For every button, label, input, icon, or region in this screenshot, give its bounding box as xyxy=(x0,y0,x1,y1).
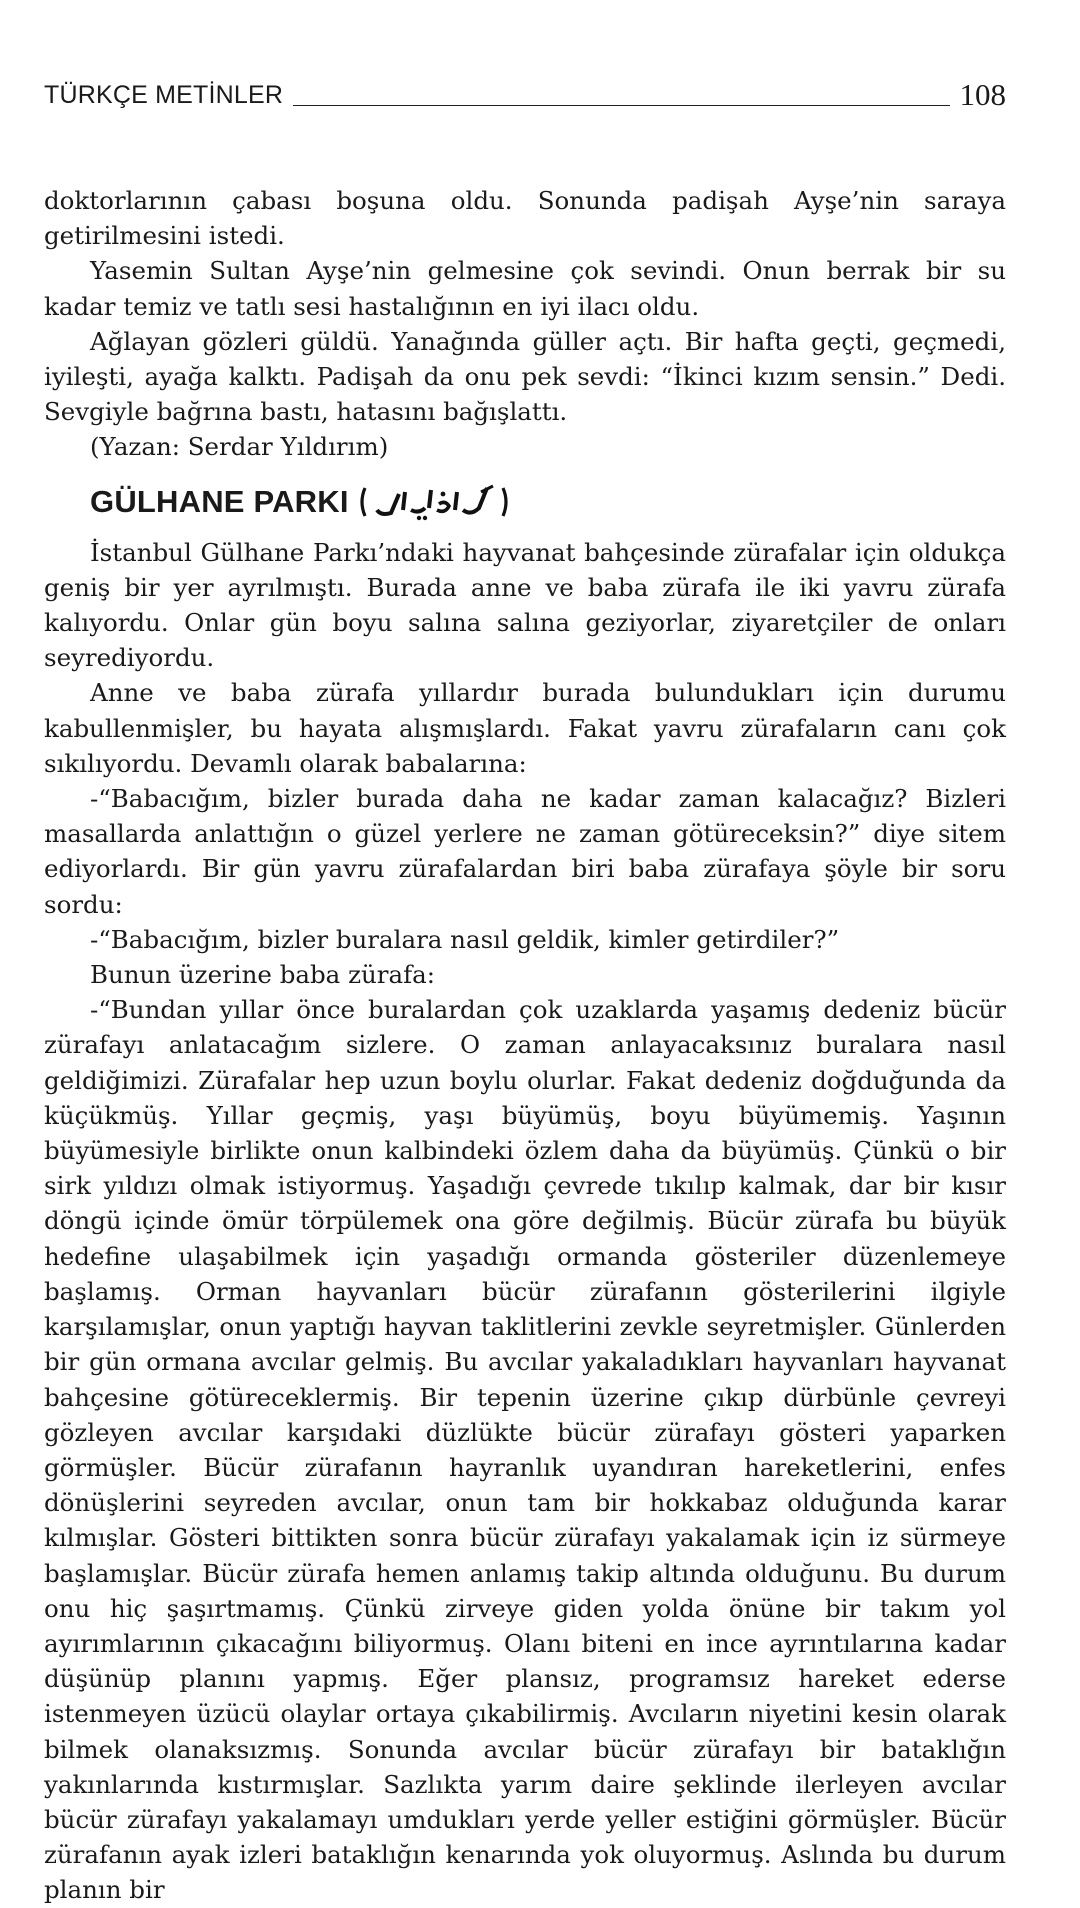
header-rule xyxy=(293,105,949,106)
paragraph: İstanbul Gülhane Parkı’ndaki hayvanat bahçesinde zürafalar için oldukça geniş bir yer ayrılmıştı. Burada anne ve baba zürafa ile iki yavru zürafa kalıyordu. Onlar gün boyu salına salına geziyorlar, ziyaretçiler de onları seyrediyordu. xyxy=(44,537,1006,673)
ottoman-title-calligraphy xyxy=(359,480,509,524)
page-number: 108 xyxy=(959,77,1006,112)
dialogue-paragraph: -“Babacığım, bizler burada daha ne kadar zaman kalacağız? Bizleri masallarda anlattığın o güzel yerlere ne zaman götüreceksin?” diye sitem ediyorlardı. Bir gün yavru zürafalardan biri baba zürafaya şöyle bir soru sordu: xyxy=(44,784,1006,919)
dialogue-paragraph: -“Babacığım, bizler buralara nasıl geldik, kimler getirdiler?” xyxy=(90,924,840,954)
section-heading xyxy=(90,477,1006,527)
paragraph: Bunun üzerine baba zürafa: xyxy=(90,960,436,990)
book-title: TÜRKÇE METİNLER xyxy=(44,81,284,109)
paragraph: Ağlayan gözleri güldü. Yanağında güller açtı. Bir hafta geçti, geçmedi, iyileşti, ayağa kalktı. Padişah da onu pek sevdi: “İkinci kızım sensin.” Dedi. Sevgiyle bağrına bastı, hatasını bağışlattı. xyxy=(44,326,1006,427)
dialogue-paragraph: -“Bundan yıllar önce buralardan çok uzaklarda yaşamış dedeniz bücür zürafayı anlatacağım sizlere. O zaman anlayacaksınız buralara nasıl geldiğimizi. Zürafalar hep uzun boylu olurlar. Fakat dedeniz doğduğunda da küçükmüş. Yıllar geçmiş, yaşı büyümüş, boyu büyümemiş. Yaşının büyümesiyle birlikte onun kalbindeki özlem daha da büyümüş. Çünkü o bir sirk yıldızı olmak istiyormuş. Yaşadığı çevrede tıkılıp kalmak, dar bir kısır döngü içinde ömür törpülemek ona göre değilmiş. Bücür zürafa bu büyük hedefine ulaşabilmek için yaşadığı ormanda gösteriler düzenlemeye başlamış. Orman hayvanları bücür zürafanın gösterilerini ilgiyle karşılamışlar, onun yaptığı hayvan taklitlerini zevkle seyretmişler. Günlerden bir gün ormana avcılar gelmiş. Bu avcılar yakaladıkları hayvanları hayvanat bahçesine götüreceklermiş. Bir tepenin üzerine çıkıp dürbünle çevreyi gözleyen avcılar karşıdaki düzlükte bücür zürafayı gösteri yaparken görmüşler. Bücür zürafanın hayranlık uyandıran hareketlerini, enfes dönüşlerini seyreden avcılar, onun tam bir hokkabaz olduğunda karar kılmışlar. Gösteri bittikten sonra bücür zürafayı yakalamak için iz sürmeye başlamışlar. Bücür zürafa hemen anlamış takip altında olduğunu. Bu durum onu hiç şaşırtmamış. Çünkü zirveye giden yolda önüne bir takım yol ayırımlarının çıkacağını biliyormuş. Olanı biteni en ince ayrıntılarına kadar düşünüp planını yapmış. Eğer plansız, programsız hareket ederse istenmeyen üzücü olaylar ortaya çıkabilirmiş. Avcıların niyetini kesin olarak bilmek olanaksızmış. Sonunda avcılar bücür zürafayı bir bataklığın yakınlarında kıstırmışlar. Sazlıkta yarım daire şeklinde ilerleyen avcılar bücür zürafayı yakalamayı umdukları yerde yeller estiğini görmüşler. Bücür zürafanın ayak izleri bataklığın kenarında yok oluyormuş. Aslında bu durum planın bir xyxy=(44,995,1006,1905)
paragraph: Yasemin Sultan Ayşe’nin gelmesine çok sevindi. Onun berrak bir su kadar temiz ve tatlı sesi hastalığının en iyi ilacı oldu. xyxy=(44,256,1006,321)
ottoman-script-image xyxy=(359,480,509,524)
paragraph: doktorlarının çabası boşuna oldu. Sonunda padişah Ayşe’nin saraya getirilmesini istedi. xyxy=(44,186,1006,251)
page-body xyxy=(44,183,1006,1908)
running-header xyxy=(44,70,1006,110)
section-title: GÜLHANE PARKI xyxy=(90,484,349,520)
paragraph: Anne ve baba zürafa yıllardır burada bulundukları için durumu kabullenmişler, bu hayata alışmışlardı. Fakat yavru zürafaların canı çok sıkılıyordu. Devamlı olarak babalarına: xyxy=(44,678,1006,778)
author-credit: (Yazan: Serdar Yıldırım) xyxy=(90,432,389,462)
